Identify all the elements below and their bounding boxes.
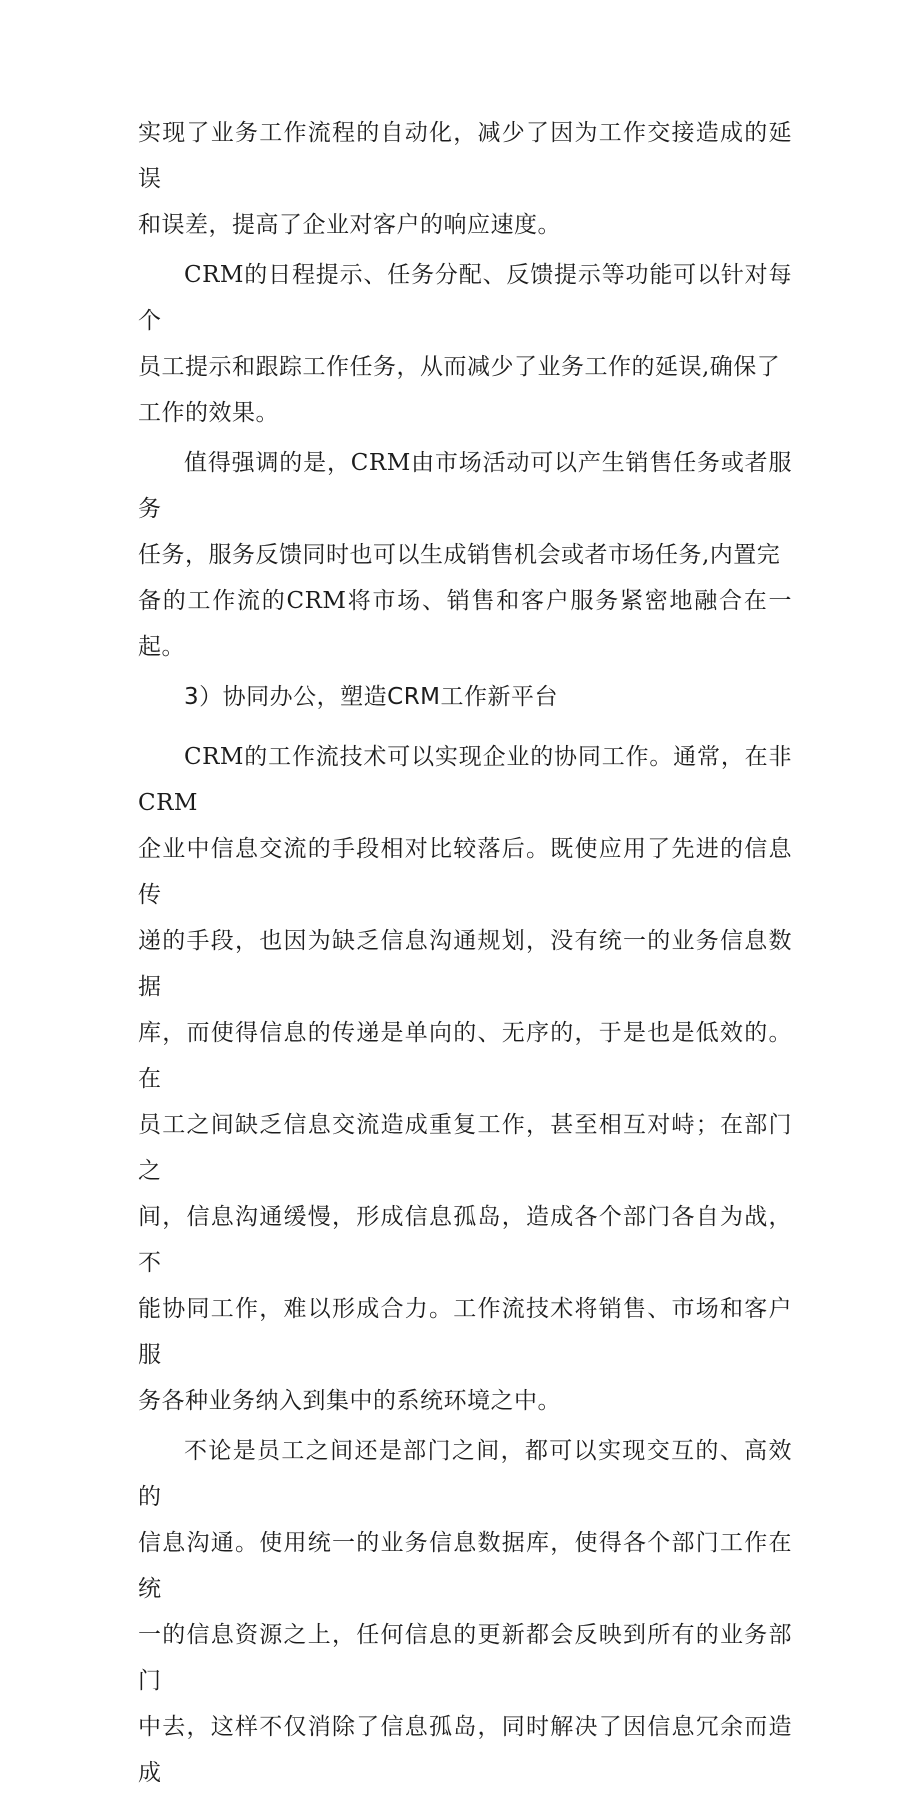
paragraph-crm-reminders: CRM的日程提示、任务分配、反馈提示等功能可以针对每个 员工提示和跟踪工作任务，从而减少了业务工作的延误,确保了 工作的效果。 [138,262,792,426]
paragraph-communication: 不论是员工之间还是部门之间，都可以实现交互的、高效的 信息沟通。使用统一的业务信息数据库，使得各个部门工作在统 一的信息资源之上，任何信息的更新都会反映到所有的业务部门 中去，这样不仅消除了信息孤岛，同时解决了因信息冗余而造成 [138,1438,792,1786]
section-heading: 3）协同办公，塑造CRM工作新平台 [184,684,559,710]
paragraph-continuation: 实现了业务工作流程的自动化，减少了因为工作交接造成的延误 和误差，提高了企业对客户的响应速度。 [138,120,792,238]
document-body [138,110,792,1800]
paragraph-crm-workflow: 值得强调的是，CRM由市场活动可以产生销售任务或者服务 任务，服务反馈同时也可以生成销售机会或者市场任务,内置完 备的工作流的CRM将市场、销售和客户服务紧密地融合在一起。 [138,450,792,660]
paragraph-collaboration: CRM的工作流技术可以实现企业的协同工作。通常，在非CRM 企业中信息交流的手段相对比较落后。既使应用了先进的信息传 递的手段，也因为缺乏信息沟通规划，没有统一的业务信息数据 库，而使得信息的传递是单向的、无序的，于是也是低效的。在 员工之间缺乏信息交流造成重复工作，甚至相互对峙；在部门之 间，信息沟通缓慢，形成信息孤岛，造成各个部门各自为战，不 能协同工作，难以形成合力。工作流技术将销售、市场和客户服 务各种业务纳入到集中的系统环境之中。 [138,744,792,1414]
